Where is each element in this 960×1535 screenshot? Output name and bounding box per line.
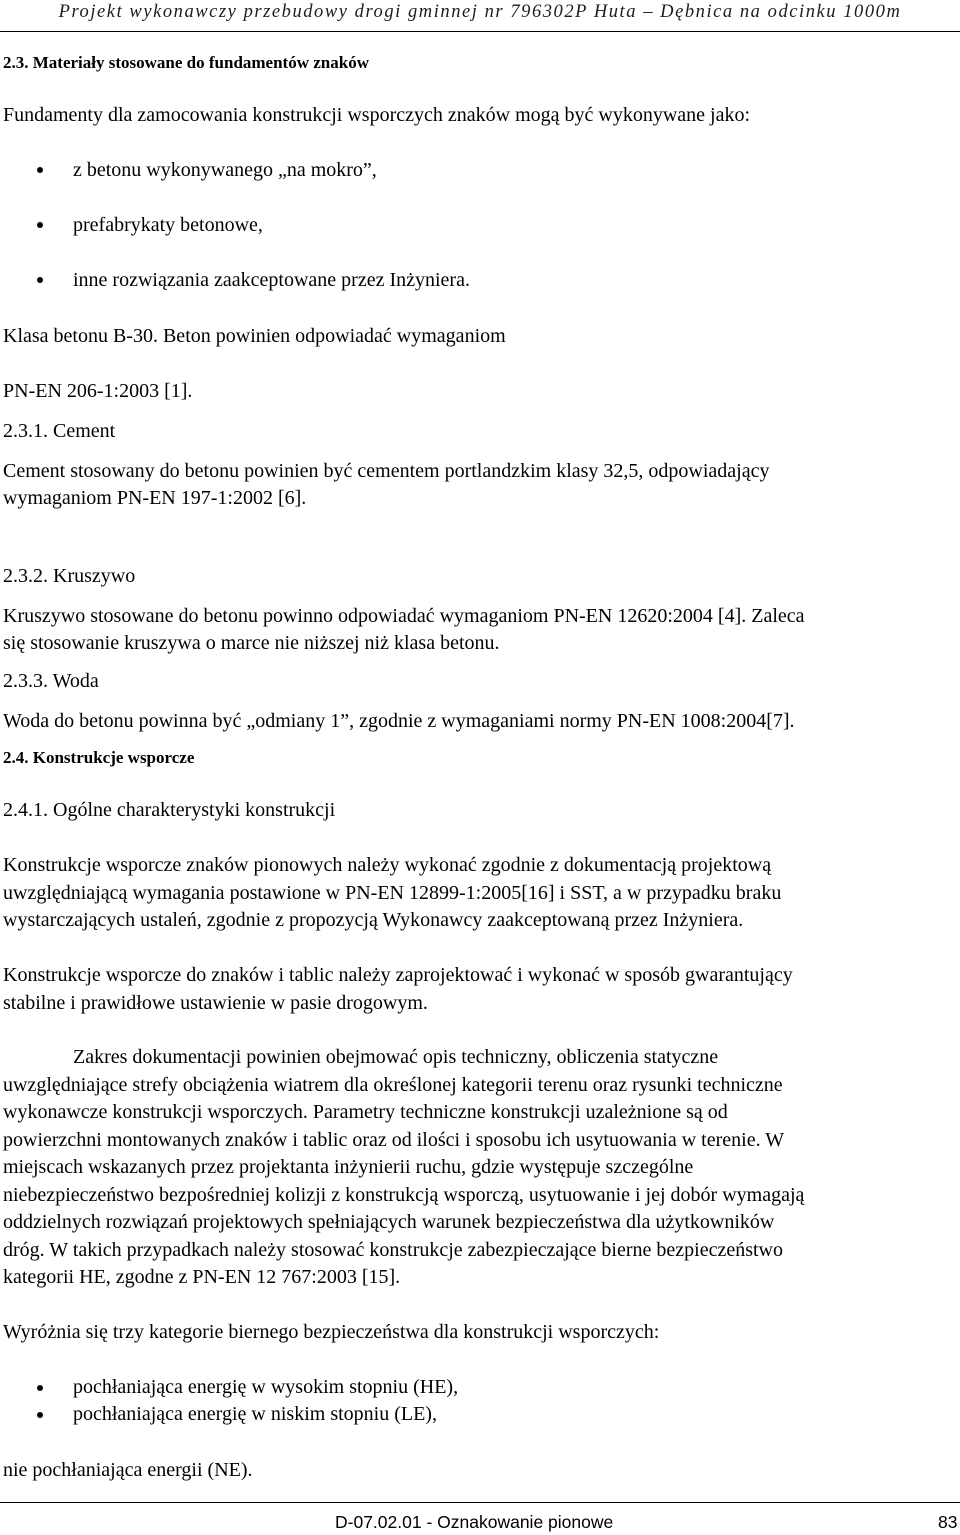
bullet-item: prefabrykaty betonowe, — [73, 214, 263, 236]
section-heading-2-4: 2.4. Konstrukcje wsporcze — [3, 748, 195, 767]
bullet-dot — [37, 167, 43, 173]
paragraph-line: kategorii HE, zgodne z PN-EN 12 767:2003 [15]. — [3, 1266, 401, 1288]
subsection-heading-2-3-2: 2.3.2. Kruszywo — [3, 565, 136, 587]
bullet-item: inne rozwiązania zaakceptowane przez Inżyniera. — [73, 269, 470, 291]
concrete-class-line: Klasa betonu B-30. Beton powinien odpowiadać wymaganiom — [3, 325, 506, 347]
categories-intro: Wyróżnia się trzy kategorie biernego bezpieczeństwa dla konstrukcji wsporczych: — [3, 1321, 660, 1343]
bullet-dot — [37, 1412, 43, 1418]
paragraph-line: Woda do betonu powinna być „odmiany 1”, zgodnie z wymaganiami normy PN-EN 1008:2004[7]. — [3, 710, 795, 732]
paragraph-line: stabilne i prawidłowe ustawienie w pasie drogowym. — [3, 991, 428, 1014]
subsection-heading-2-3-1: 2.3.1. Cement — [3, 420, 116, 442]
page-number: 83 — [938, 1512, 958, 1532]
section-heading-2-3: 2.3. Materiały stosowane do fundamentów znaków — [3, 53, 369, 72]
paragraph-line: powierzchni montowanych znaków i tablic oraz od ilości i sposobu ich usytuowania w terenie. W — [3, 1128, 785, 1151]
bullet-item: z betonu wykonywanego „na mokro”, — [73, 159, 377, 181]
paragraph-line: Zakres dokumentacji powinien obejmować opis techniczny, obliczenia statyczne — [73, 1046, 719, 1068]
footer-divider — [0, 1502, 960, 1503]
paragraph-line: uwzględniającą wymagania postawione w PN-EN 12899-1:2005[16] i SST, a w przypadku braku — [3, 881, 782, 904]
bullet-dot — [37, 1385, 43, 1391]
paragraph-line: Konstrukcje wsporcze do znaków i tablic należy zaprojektować i wykonać w sposób gwarantujący — [3, 964, 793, 986]
subsection-heading-2-3-3: 2.3.3. Woda — [3, 670, 99, 692]
paragraph-line: dróg. W takich przypadkach należy stosować konstrukcje zabezpieczające bierne bezpieczeństwo — [3, 1238, 783, 1261]
bullet-dot — [37, 277, 43, 283]
last-line: nie pochłaniająca energii (NE). — [3, 1459, 253, 1481]
page-header: Projekt wykonawczy przebudowy drogi gminnej nr 796302P Huta – Dębnica na odcinku 1000m — [58, 2, 902, 22]
paragraph-line: uwzględniające strefy obciążenia wiatrem dla określonej kategorii terenu oraz rysunki techniczne — [3, 1073, 783, 1096]
paragraph-2 — [3, 962, 958, 1017]
paragraph-line: miejscach wskazanych przez projektanta inżynierii ruchu, gdzie występuje szczególne — [3, 1156, 694, 1178]
paragraph-line: wystarczających ustaleń, zgodnie z propozycją Wykonawcy zaakceptowaną przez Inżyniera. — [3, 909, 744, 931]
paragraph-3 — [3, 1044, 958, 1292]
paragraph-1 — [3, 852, 958, 935]
paragraph-line: oddzielnych rozwiązań projektowych spełniających warunek bezpieczeństwa dla użytkowników — [3, 1211, 775, 1233]
bullet-item: pochłaniająca energię w niskim stopniu (LE), — [73, 1403, 437, 1425]
paragraph-line: Konstrukcje wsporcze znaków pionowych należy wykonać zgodnie z dokumentacją projektową — [3, 854, 772, 876]
paragraph-line: Kruszywo stosowane do betonu powinno odpowiadać wymaganiom PN-EN 12620:2004 [4]. Zaleca — [3, 605, 805, 627]
paragraph-line: wykonawcze konstrukcji wsporczych. Parametry techniczne konstrukcji uzależnione są od — [3, 1101, 728, 1123]
subsection-heading-2-4-1: 2.4.1. Ogólne charakterystyki konstrukcji — [3, 799, 336, 821]
footer-doc-code: D-07.02.01 - Oznakowanie pionowe — [335, 1512, 614, 1532]
paragraph-line: Cement stosowany do betonu powinien być cementem portlandzkim klasy 32,5, odpowiadający — [3, 460, 770, 482]
intro-text: Fundamenty dla zamocowania konstrukcji wsporczych znaków mogą być wykonywane jako: — [3, 104, 751, 126]
header-divider — [0, 31, 960, 32]
paragraph-line: wymaganiom PN-EN 197-1:2002 [6]. — [3, 487, 307, 509]
bullet-item: pochłaniająca energię w wysokim stopniu (HE), — [73, 1376, 459, 1398]
standard-line: PN-EN 206-1:2003 [1]. — [3, 380, 193, 402]
paragraph-line: niebezpieczeństwo bezpośredniej kolizji z konstrukcją wsporczą, usytuowanie i jej dobór wymagają — [3, 1183, 805, 1206]
paragraph-line: się stosowanie kruszywa o marce nie niższej niż klasa betonu. — [3, 632, 500, 654]
bullet-dot — [37, 222, 43, 228]
